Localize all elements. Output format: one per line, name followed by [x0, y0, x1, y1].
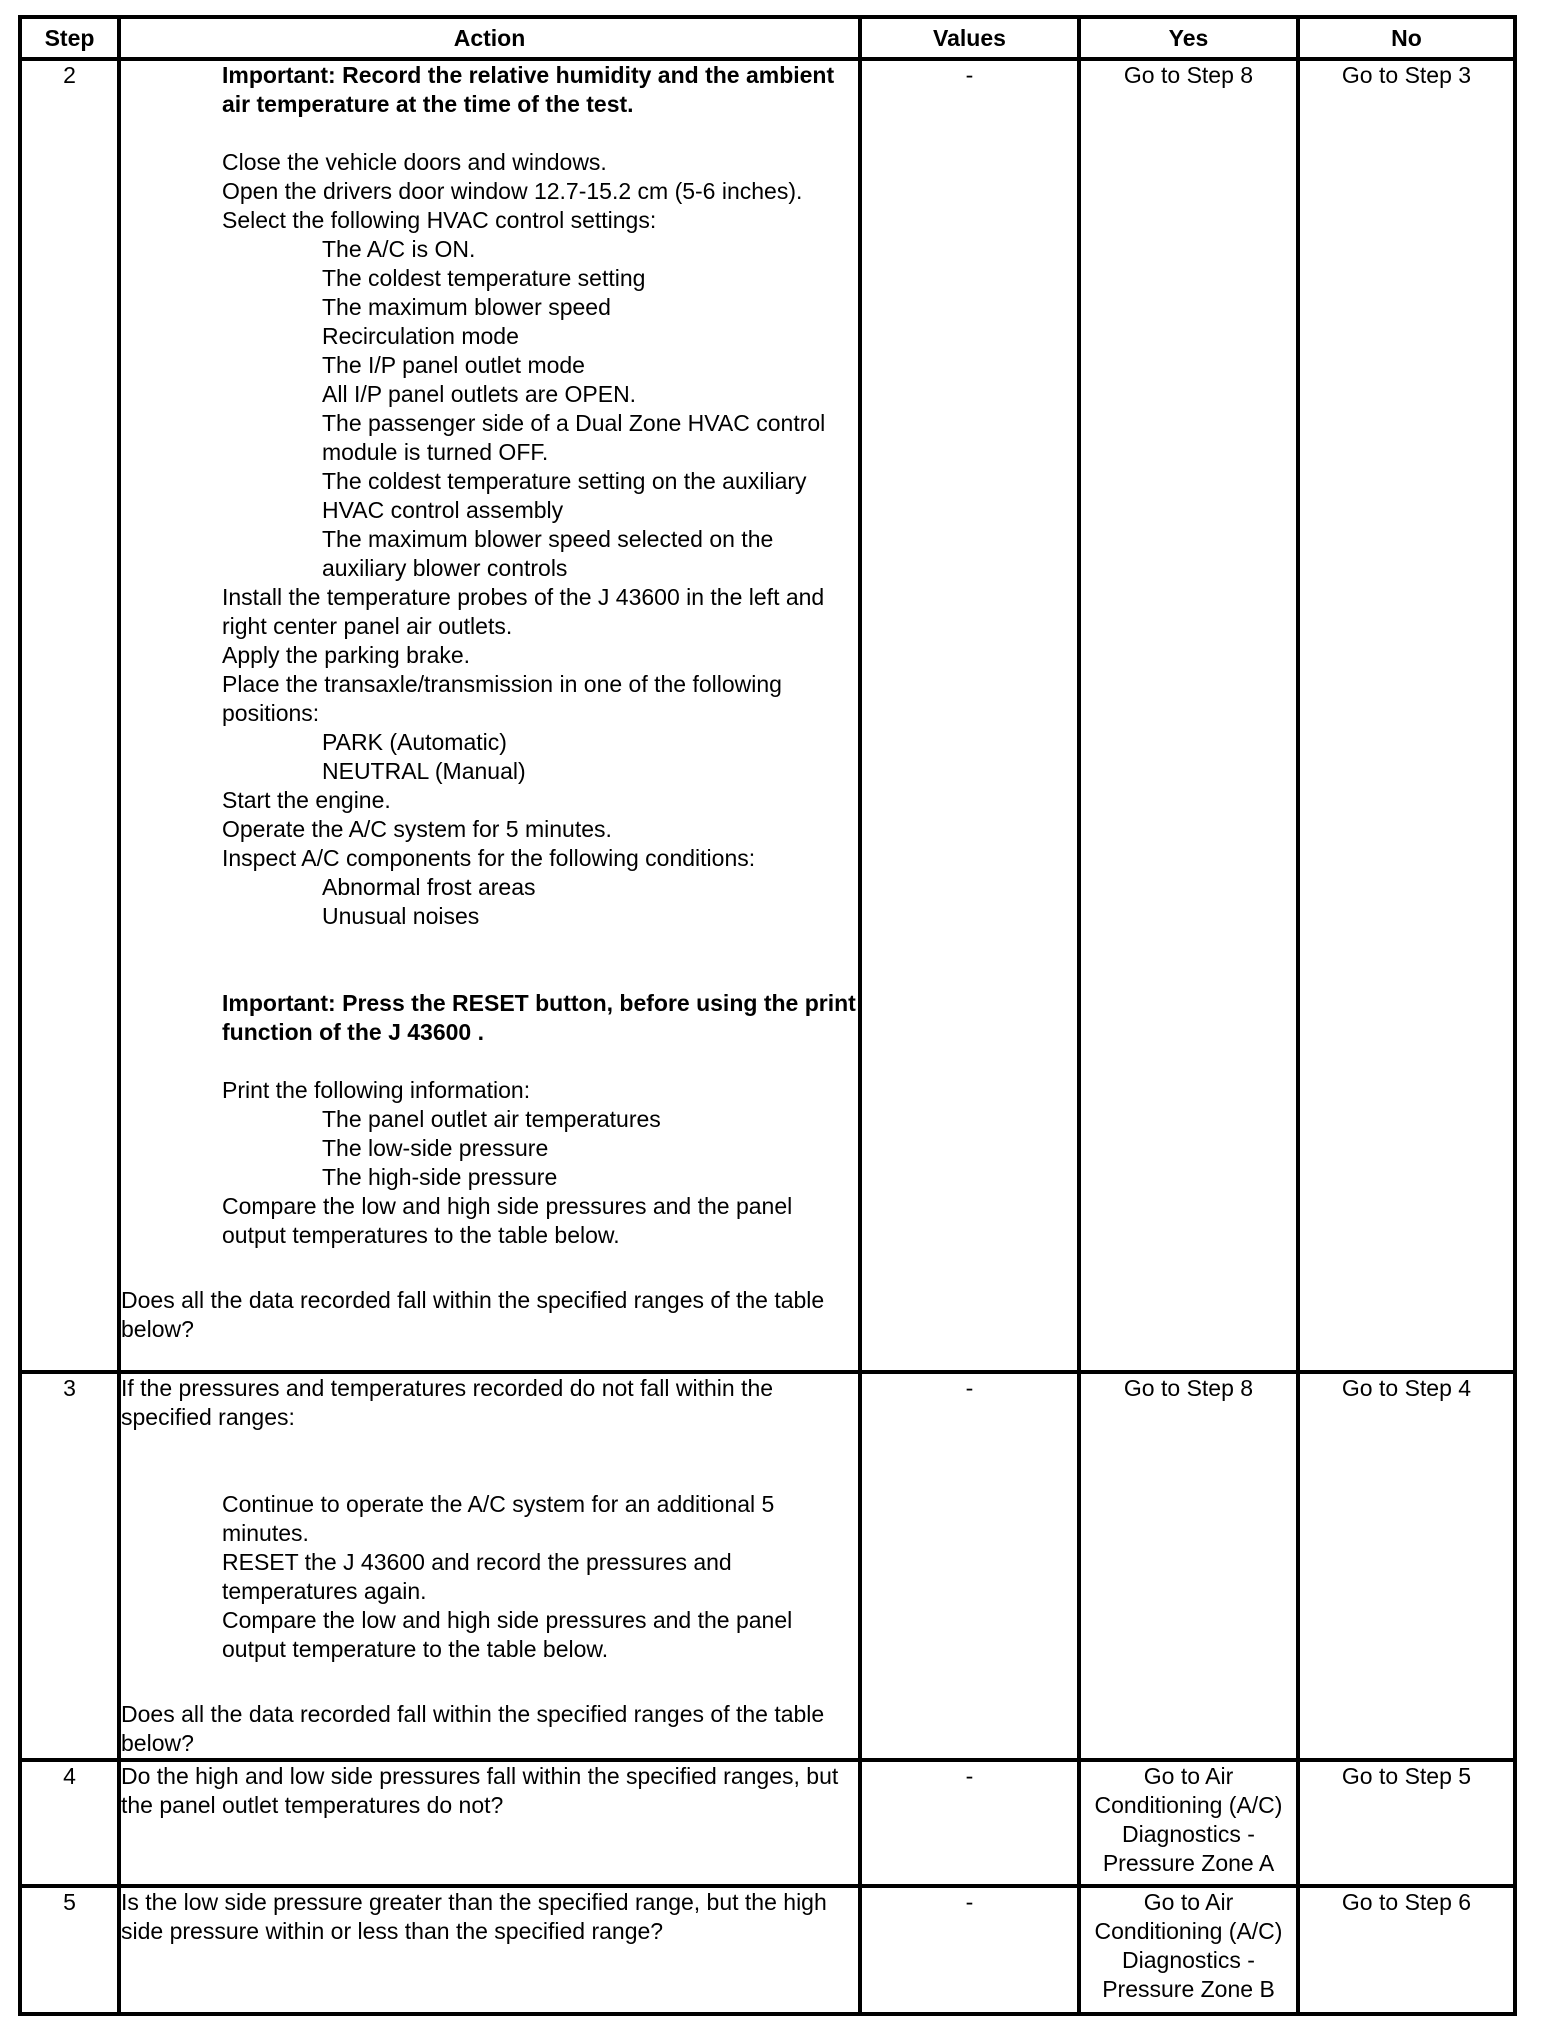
action-step: Place the transaxle/transmission in one of the following positions: — [222, 671, 782, 726]
no-cell: Go to Step 4 — [1298, 1372, 1515, 1760]
diagnostic-table — [18, 15, 1517, 2016]
table-row-step-3 — [20, 1372, 1515, 1760]
important-note: Important: Press the RESET button, before using the print function of the J 43600 . — [222, 990, 856, 1045]
question: Is the low side pressure greater than the specified range, but the high side pressure within or less than the specified range? — [121, 1889, 827, 1944]
sub-item: Abnormal frost areas — [322, 874, 536, 900]
sub-item: The coldest temperature setting on the auxiliary HVAC control assembly — [322, 468, 807, 523]
sub-item: The panel outlet air temperatures — [322, 1106, 661, 1132]
no-cell: Go to Step 3 — [1298, 59, 1515, 1372]
header-yes: Yes — [1079, 17, 1298, 59]
header-no: No — [1298, 17, 1515, 59]
values-cell: - — [860, 1886, 1079, 2014]
header-action: Action — [119, 17, 860, 59]
sub-item: All I/P panel outlets are OPEN. — [322, 381, 637, 407]
yes-cell: Go to Air Conditioning (A/C) Diagnostics - Pressure Zone B — [1079, 1886, 1298, 2014]
values-cell: - — [860, 1760, 1079, 1886]
no-cell: Go to Step 5 — [1298, 1760, 1515, 1886]
sub-item: The coldest temperature setting — [322, 265, 646, 291]
action-step: Install the temperature probes of the J 43600 in the left and right center panel air outlets. — [222, 584, 825, 639]
step-number: 5 — [20, 1886, 119, 2014]
sub-item: The maximum blower speed — [322, 294, 611, 320]
yes-cell: Go to Air Conditioning (A/C) Diagnostics - Pressure Zone A — [1079, 1760, 1298, 1886]
question: Does all the data recorded fall within the specified ranges of the table below? — [121, 1701, 825, 1756]
sub-item: The A/C is ON. — [322, 236, 476, 262]
action-step: RESET the J 43600 and record the pressures and temperatures again. — [222, 1549, 732, 1604]
important-note: Important: Record the relative humidity and the ambient air temperature at the time of the test. — [222, 62, 835, 117]
step-number: 3 — [20, 1372, 119, 1760]
header-row — [20, 17, 1515, 59]
action-step: Compare the low and high side pressures and the panel output temperature to the table below. — [222, 1607, 793, 1662]
sub-item: The high-side pressure — [322, 1164, 558, 1190]
question: Does all the data recorded fall within the specified ranges of the table below? — [121, 1287, 825, 1342]
action-step: Compare the low and high side pressures and the panel output temperatures to the table below. — [222, 1193, 793, 1248]
yes-cell: Go to Step 8 — [1079, 59, 1298, 1372]
action-step: Start the engine. — [222, 787, 391, 813]
action-step: Inspect A/C components for the following conditions: — [222, 845, 756, 871]
sub-item: Unusual noises — [322, 903, 480, 929]
sub-item: The I/P panel outlet mode — [322, 352, 585, 378]
sub-item: The maximum blower speed selected on the auxiliary blower controls — [322, 526, 774, 581]
step-number: 4 — [20, 1760, 119, 1886]
sub-item: NEUTRAL (Manual) — [322, 758, 526, 784]
action-cell — [119, 1372, 860, 1760]
header-step: Step — [20, 17, 119, 59]
table-row-step-4 — [20, 1760, 1515, 1886]
action-step: Apply the parking brake. — [222, 642, 471, 668]
no-cell: Go to Step 6 — [1298, 1886, 1515, 2014]
action-intro: If the pressures and temperatures recorded do not fall within the specified ranges: — [121, 1375, 774, 1430]
action-step: Close the vehicle doors and windows. — [222, 149, 607, 175]
values-cell: - — [860, 1372, 1079, 1760]
action-step: Open the drivers door window 12.7-15.2 cm (5-6 inches). — [222, 178, 803, 204]
step-number: 2 — [20, 59, 119, 1372]
sub-item: Recirculation mode — [322, 323, 519, 349]
action-step: Print the following information: — [222, 1077, 531, 1103]
action-cell — [119, 1760, 860, 1886]
table-row-step-2 — [20, 59, 1515, 1372]
question: Do the high and low side pressures fall within the specified ranges, but the panel outlet temperatures do not? — [121, 1763, 839, 1818]
table-row-step-5 — [20, 1886, 1515, 2014]
action-cell — [119, 1886, 860, 2014]
sub-item: PARK (Automatic) — [322, 729, 507, 755]
action-step: Operate the A/C system for 5 minutes. — [222, 816, 612, 842]
action-step: Select the following HVAC control settings: — [222, 207, 657, 233]
action-cell — [119, 59, 860, 1372]
action-step: Continue to operate the A/C system for an additional 5 minutes. — [222, 1491, 775, 1546]
header-values: Values — [860, 17, 1079, 59]
yes-cell: Go to Step 8 — [1079, 1372, 1298, 1760]
values-cell: - — [860, 59, 1079, 1372]
sub-item: The passenger side of a Dual Zone HVAC control module is turned OFF. — [322, 410, 826, 465]
sub-item: The low-side pressure — [322, 1135, 549, 1161]
